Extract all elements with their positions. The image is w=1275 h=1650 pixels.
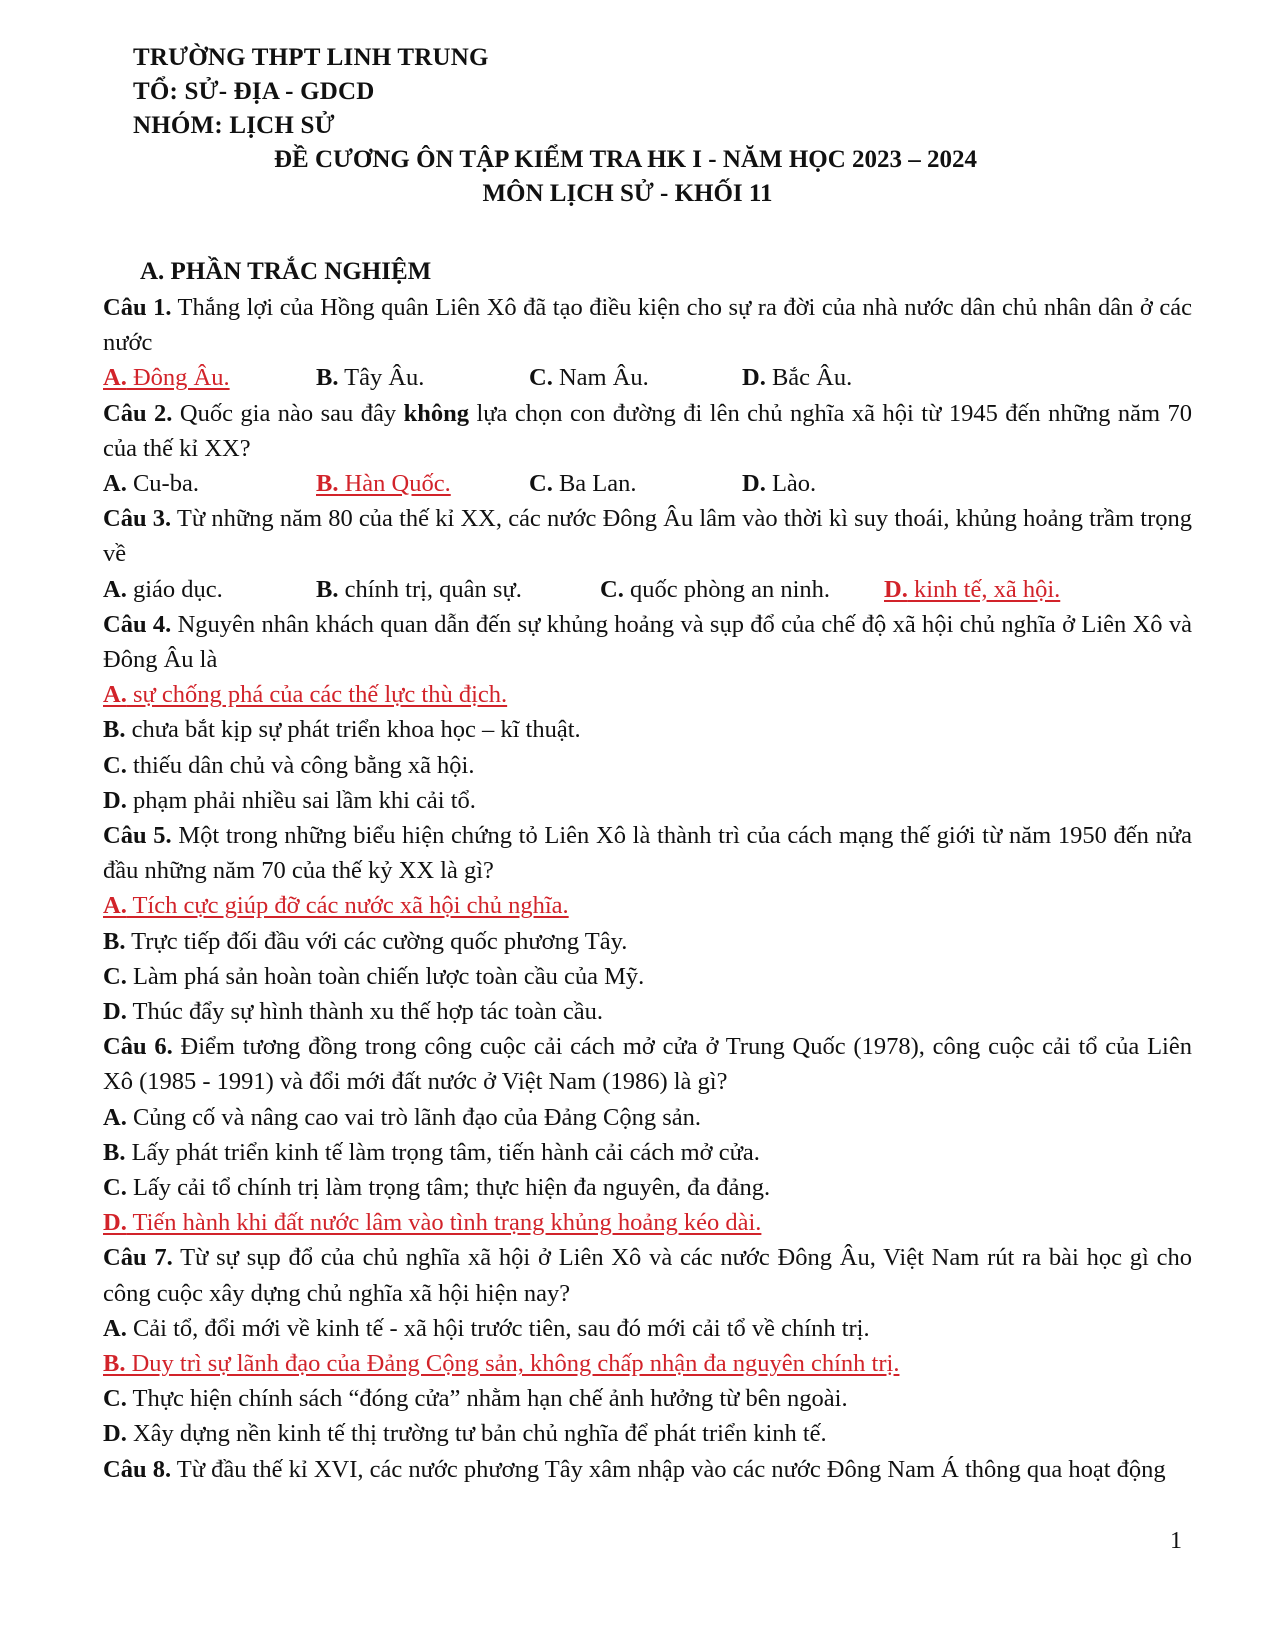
option-c: C. thiếu dân chủ và công bằng xã hội. [103,751,475,779]
document-title: ĐỀ CƯƠNG ÔN TẬP KIỂM TRA HK I - NĂM HỌC 2023 – 2024 [273,146,978,173]
option-c: C. Làm phá sản hoàn toàn chiến lược toàn cầu của Mỹ. [103,962,645,990]
group-name: NHÓM: LỊCH SỬ [133,112,335,139]
option-row [103,466,1192,501]
option-c: C. Ba Lan. [529,470,637,497]
option-d: D. phạm phải nhiều sai lầm khi cải tổ. [103,786,476,814]
question-5 [103,818,1192,888]
question-7 [103,1240,1192,1310]
option-d: D. Bắc Âu. [742,364,853,392]
option-b-correct: B. Duy trì sự lãnh đạo của Đảng Cộng sản, không chấp nhận đa nguyên chính trị. [103,1350,900,1378]
option-b: B. Trực tiếp đối đầu với các cường quốc phương Tây. [103,927,628,955]
question-3 [103,501,1192,571]
option-a-correct: A. sự chống phá của các thế lực thù địch. [103,681,508,709]
option-c: C. Nam Âu. [529,364,649,392]
option-b-correct: B. Hàn Quốc. [316,470,451,497]
option-a: A. giáo dục. [103,575,223,603]
option-d-correct: D. kinh tế, xã hội. [884,575,1061,603]
question-text: Thắng lợi của Hồng quân Liên Xô đã tạo điều kiện cho sự ra đời của nhà nước dân chủ nhân dân ở các nước [103,294,1192,357]
option-row [103,572,1192,607]
question-label: Câu 3. [103,505,172,533]
option-a: A. Củng cố và nâng cao vai trò lãnh đạo của Đảng Cộng sản. [103,1103,702,1131]
option-d-correct: D. Tiến hành khi đất nước lâm vào tình trạng khủng hoảng kéo dài. [103,1209,762,1237]
question-list [103,290,1192,1487]
option-b: B. chính trị, quân sự. [316,575,522,603]
option-b: B. chưa bắt kịp sự phát triển khoa học – kĩ thuật. [103,716,581,744]
question-label: Câu 5. [103,822,172,849]
question-label: Câu 6. [103,1033,173,1061]
department-name: TỔ: SỬ- ĐỊA - GDCD [133,78,375,105]
question-label: Câu 1. [103,294,172,321]
option-a: A. Cu-ba. [103,470,199,497]
question-1 [103,290,1192,360]
option-d: D. Thúc đẩy sự hình thành xu thế hợp tác toàn cầu. [103,998,604,1026]
school-name: TRƯỜNG THPT LINH TRUNG [133,44,489,71]
option-row [103,360,1192,395]
option-a-correct: A. Đông Âu. [103,364,230,392]
page-number: 1 [1170,1528,1182,1554]
option-d: D. Lào. [742,470,817,497]
option-b: B. Tây Âu. [316,364,425,392]
option-a: A. Cải tổ, đổi mới về kinh tế - xã hội trước tiên, sau đó mới cải tổ về chính trị. [103,1314,870,1342]
question-text: Điểm tương đồng trong công cuộc cải cách mở cửa ở Trung Quốc (1978), công cuộc cải tổ của Liên Xô (1985 - 1991) và đổi mới đất nước ở Việt Nam (1986) là gì? [103,1033,1192,1096]
question-label: Câu 4. [103,610,172,638]
document-subtitle: MÔN LỊCH SỬ - KHỐI 11 [482,180,773,207]
question-text: Từ sự sụp đổ của chủ nghĩa xã hội ở Liên Xô và các nước Đông Âu, Việt Nam rút ra bài học gì cho công cuộc xây dựng chủ nghĩa xã hội hiện nay? [103,1244,1192,1307]
question-text: Một trong những biểu hiện chứng tỏ Liên Xô là thành trì của cách mạng thế giới từ năm 1950 đến nửa đầu những năm 70 của thế kỷ XX là gì? [103,822,1193,885]
option-c: C. quốc phòng an ninh. [600,575,831,603]
question-label: Câu 7. [103,1244,173,1272]
question-8 [103,1452,1192,1487]
question-2: Câu 2. Quốc gia nào sau đây không lựa chọn con đường đi lên chủ nghĩa xã hội từ 1945 đến những năm 70 của thế kỉ XX? [103,399,1193,462]
section-title: A. PHẦN TRẮC NGHIỆM [140,258,432,285]
question-6 [103,1029,1192,1099]
emphasis-word: không [403,399,469,427]
option-a-correct: A. Tích cực giúp đỡ các nước xã hội chủ nghĩa. [103,892,569,920]
question-4 [103,607,1192,677]
option-b: B. Lấy phát triển kinh tế làm trọng tâm, tiến hành cải cách mở cửa. [103,1138,760,1166]
option-c: C. Thực hiện chính sách “đóng cửa” nhằm hạn chế ảnh hưởng từ bên ngoài. [103,1385,848,1413]
question-text: Nguyên nhân khách quan dẫn đến sự khủng hoảng và sụp đổ của chế độ xã hội chủ nghĩa ở Liên Xô và Đông Âu là [103,610,1192,673]
question-text: Từ những năm 80 của thế kỉ XX, các nước Đông Âu lâm vào thời kì suy thoái, khủng hoảng trầm trọng về [103,505,1192,568]
option-d: D. Xây dựng nền kinh tế thị trường tư bản chủ nghĩa để phát triển kinh tế. [103,1420,827,1448]
question-text: Từ đầu thế kỉ XVI, các nước phương Tây xâm nhập vào các nước Đông Nam Á thông qua hoạt động [171,1455,1166,1483]
question-label: Câu 2. [103,399,173,427]
option-c: C. Lấy cải tổ chính trị làm trọng tâm; thực hiện đa nguyên, đa đảng. [103,1174,771,1202]
question-label: Câu 8. [103,1455,172,1483]
